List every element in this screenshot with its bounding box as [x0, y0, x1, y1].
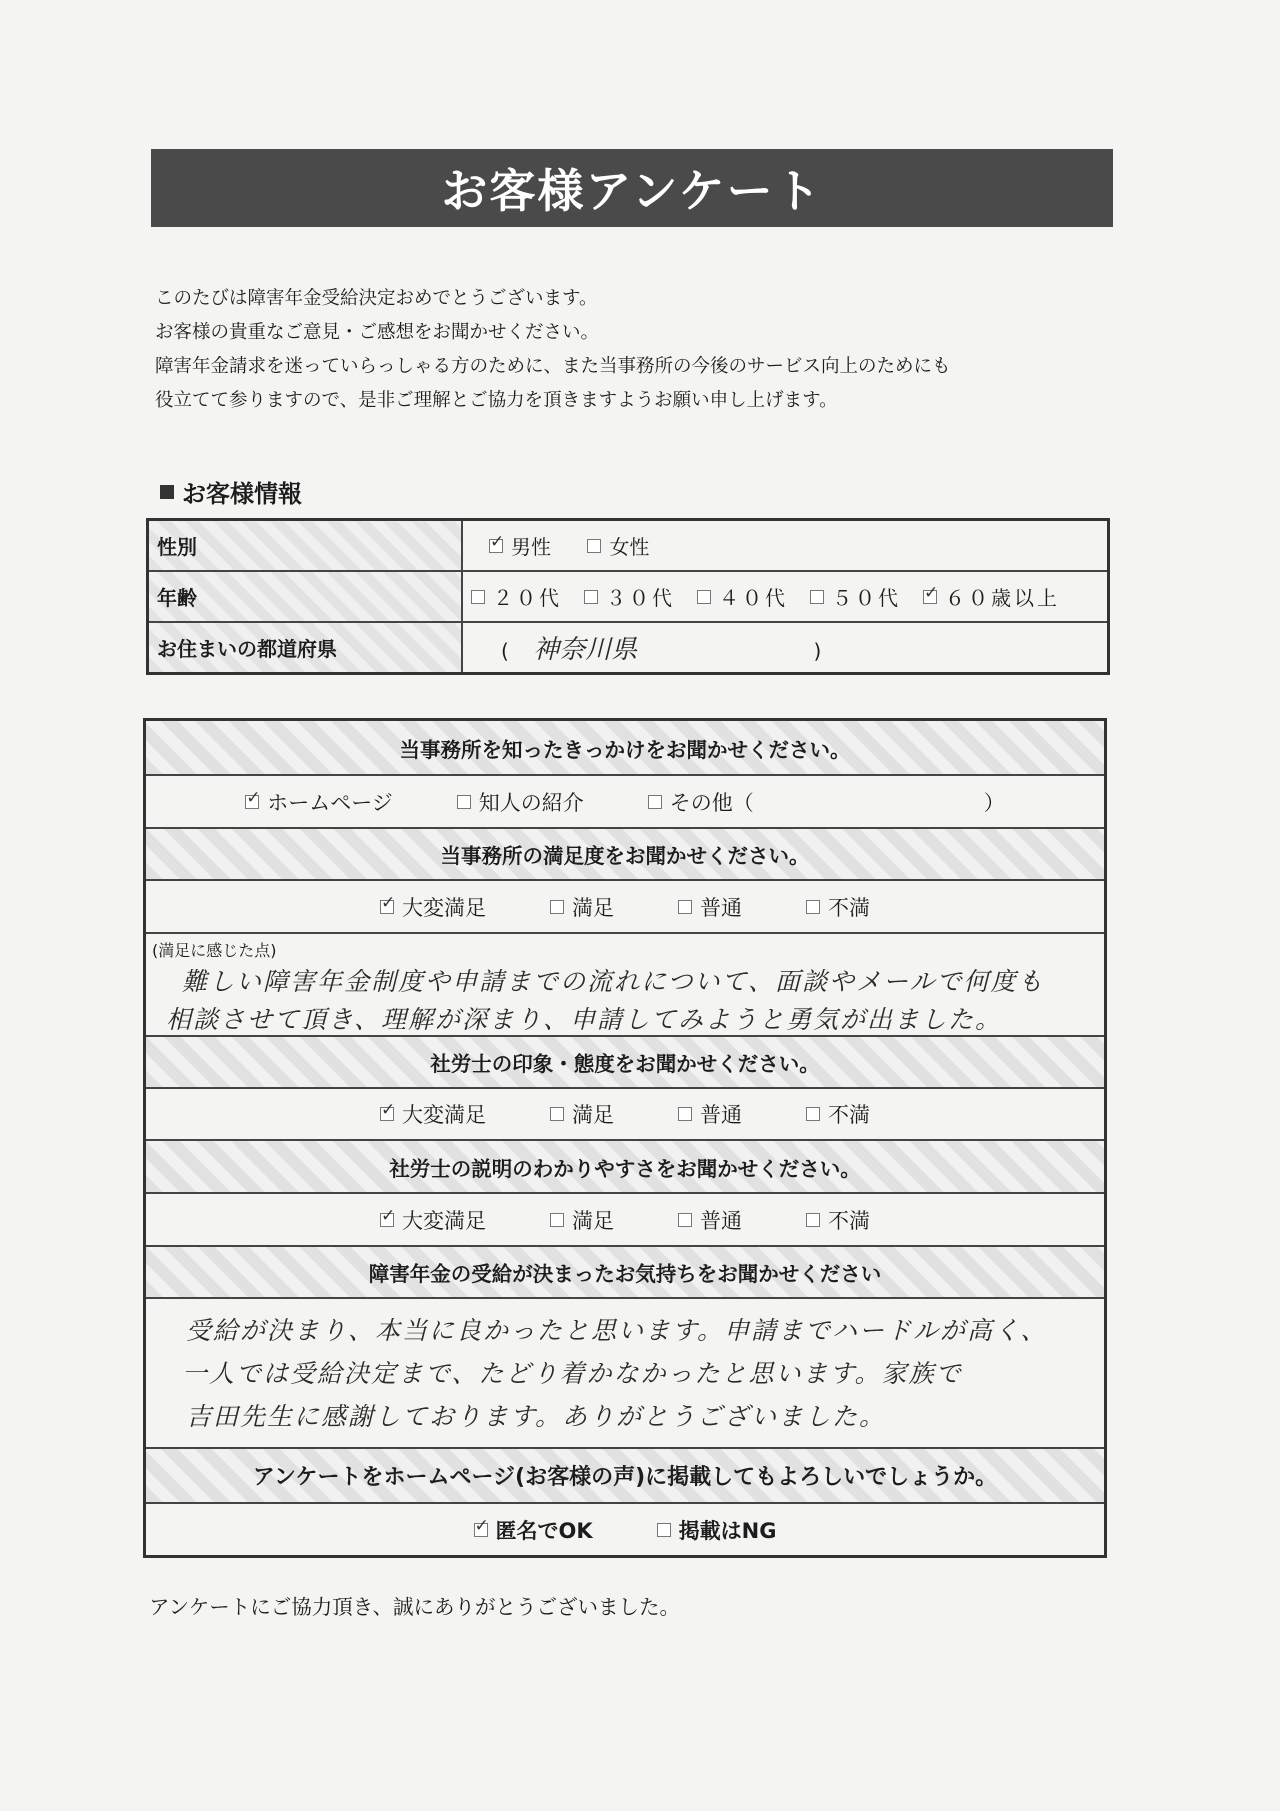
- q4-question: 社労士の説明のわかりやすさをお聞かせください。: [146, 1141, 1104, 1194]
- q1-option-other[interactable]: その他（ ）: [648, 787, 1005, 817]
- q4-option-very-satisfied[interactable]: ✓ 大変満足: [380, 1205, 486, 1235]
- square-bullet-icon: [160, 485, 174, 499]
- prefecture-label: お住まいの都道府県: [148, 622, 463, 674]
- checkbox-icon[interactable]: [648, 795, 662, 809]
- intro-line: 障害年金請求を迷っていらっしゃる方のために、また当事務所の今後のサービス向上のためにも: [155, 356, 951, 377]
- checkbox-icon[interactable]: [806, 1107, 820, 1121]
- checkbox-checked-icon[interactable]: [380, 1213, 394, 1227]
- q3-option-very-satisfied[interactable]: ✓ 大変満足: [380, 1099, 486, 1129]
- intro-text: [155, 282, 951, 418]
- q5-comment-box[interactable]: [146, 1299, 1104, 1449]
- q6-answers: [146, 1504, 1104, 1555]
- prefecture-value: 神奈川県: [533, 635, 638, 665]
- q4-answers: [146, 1194, 1104, 1247]
- survey-form: [143, 718, 1107, 1558]
- q2-question: 当事務所の満足度をお聞かせください。: [146, 829, 1104, 881]
- checkbox-icon[interactable]: [678, 1213, 692, 1227]
- age-label: 年齢: [148, 571, 463, 622]
- thank-you-note: アンケートにご協力頂き、誠にありがとうございました。: [149, 1595, 680, 1619]
- q3-question: 社労士の印象・態度をお聞かせください。: [146, 1037, 1104, 1089]
- q5-comment-line: 吉田先生に感謝しております。ありがとうございました。: [186, 1402, 887, 1431]
- checkbox-icon[interactable]: [550, 1213, 564, 1227]
- q2-comment-label: (満足に感じた点): [152, 941, 277, 960]
- customer-info-table: [146, 518, 1110, 675]
- q1-option-referral[interactable]: 知人の紹介: [457, 787, 584, 817]
- prefecture-close-paren: ): [813, 639, 822, 663]
- page-title: お客様アンケート: [151, 149, 1113, 227]
- q3-option-satisfied[interactable]: 満足: [550, 1099, 614, 1129]
- q6-option-anonymous-ok[interactable]: ✓ 匿名でOK: [474, 1515, 593, 1545]
- checkbox-checked-icon[interactable]: [923, 590, 937, 604]
- age-option-40s[interactable]: ４０代: [697, 582, 788, 611]
- checkbox-icon[interactable]: [678, 1107, 692, 1121]
- q2-option-very-satisfied[interactable]: ✓ 大変満足: [380, 892, 486, 922]
- q4-option-dissatisfied[interactable]: 不満: [806, 1205, 870, 1235]
- checkbox-icon[interactable]: [697, 590, 711, 604]
- q6-question: アンケートをホームページ(お客様の声)に掲載してもよろしいでしょうか。: [146, 1449, 1104, 1504]
- checkbox-checked-icon[interactable]: [380, 900, 394, 914]
- age-option-20s[interactable]: ２０代: [471, 582, 562, 611]
- gender-option-female[interactable]: 女性: [587, 531, 649, 560]
- q5-question: 障害年金の受給が決まったお気持ちをお聞かせください: [146, 1247, 1104, 1299]
- checkbox-icon[interactable]: [471, 590, 485, 604]
- gender-option-male[interactable]: ✓ 男性: [489, 531, 551, 560]
- customer-info-heading: [160, 474, 302, 509]
- q2-comment-box[interactable]: [146, 934, 1104, 1037]
- checkbox-checked-icon[interactable]: [245, 795, 259, 809]
- checkbox-checked-icon[interactable]: [474, 1523, 488, 1537]
- age-option-60-plus[interactable]: ✓ ６０歳以上: [923, 582, 1060, 611]
- q2-answers: [146, 881, 1104, 934]
- age-option-50s[interactable]: ５０代: [810, 582, 901, 611]
- intro-line: 役立てて参りますので、是非ご理解とご協力を頂きますようお願い申し上げます。: [155, 390, 838, 411]
- checkbox-icon[interactable]: [657, 1523, 671, 1537]
- q5-comment-line: 受給が決まり、本当に良かったと思います。申請までハードルが高く、: [186, 1316, 1048, 1345]
- age-options: [462, 571, 1109, 622]
- q4-option-neutral[interactable]: 普通: [678, 1205, 742, 1235]
- intro-line: このたびは障害年金受給決定おめでとうございます。: [155, 288, 598, 309]
- q5-comment-line: 一人では受給決定まで、たどり着かなかったと思います。家族で: [182, 1359, 963, 1388]
- q4-option-satisfied[interactable]: 満足: [550, 1205, 614, 1235]
- customer-info-title: お客様情報: [182, 480, 302, 508]
- prefecture-field[interactable]: [462, 622, 1109, 674]
- q1-option-homepage[interactable]: ✓ ホームページ: [245, 787, 393, 817]
- age-option-30s[interactable]: ３０代: [584, 582, 675, 611]
- q2-option-neutral[interactable]: 普通: [678, 892, 742, 922]
- checkbox-checked-icon[interactable]: [489, 539, 503, 553]
- prefecture-open-paren: (: [501, 639, 509, 663]
- intro-line: お客様の貴重なご意見・ご感想をお聞かせください。: [155, 322, 600, 343]
- checkbox-icon[interactable]: [584, 590, 598, 604]
- checkbox-icon[interactable]: [678, 900, 692, 914]
- q2-comment-line: 相談させて頂き、理解が深まり、申請してみようと勇気が出ました。: [166, 1005, 1003, 1034]
- checkbox-icon[interactable]: [810, 590, 824, 604]
- q1-answers: [146, 776, 1104, 829]
- q2-option-satisfied[interactable]: 満足: [550, 892, 614, 922]
- q6-option-no-publish[interactable]: 掲載はNG: [657, 1515, 777, 1545]
- checkbox-icon[interactable]: [587, 539, 601, 553]
- checkbox-icon[interactable]: [806, 1213, 820, 1227]
- q1-question: 当事務所を知ったきっかけをお聞かせください。: [146, 721, 1104, 776]
- q2-comment-line: 難しい障害年金制度や申請までの流れについて、面談やメールで何度も: [182, 967, 1045, 996]
- checkbox-checked-icon[interactable]: [380, 1107, 394, 1121]
- q2-option-dissatisfied[interactable]: 不満: [806, 892, 870, 922]
- q3-answers: [146, 1089, 1104, 1141]
- q3-option-dissatisfied[interactable]: 不満: [806, 1099, 870, 1129]
- q3-option-neutral[interactable]: 普通: [678, 1099, 742, 1129]
- checkbox-icon[interactable]: [457, 795, 471, 809]
- gender-options: [462, 520, 1109, 572]
- checkbox-icon[interactable]: [550, 1107, 564, 1121]
- checkbox-icon[interactable]: [550, 900, 564, 914]
- checkbox-icon[interactable]: [806, 900, 820, 914]
- gender-label: 性別: [148, 520, 463, 572]
